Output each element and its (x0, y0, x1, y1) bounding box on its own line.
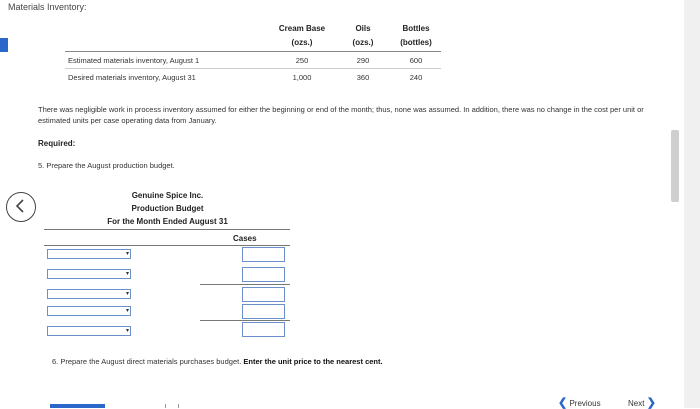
budget-row-1-select[interactable] (47, 249, 131, 259)
next-button[interactable] (628, 396, 656, 409)
question-6-text: 6. Prepare the August direct materials purchases budget. (52, 357, 242, 366)
previous-question-button[interactable] (6, 192, 36, 222)
budget-top-rule (44, 229, 290, 230)
cell-cream-aug1: 250 (295, 56, 309, 65)
previous-button[interactable] (558, 396, 601, 409)
table-row-rule (65, 68, 441, 69)
budget-period: For the Month Ended August 31 (107, 217, 228, 226)
bottom-tick (178, 404, 179, 408)
row-label-desired: Desired materials inventory, August 31 (68, 73, 196, 82)
bottom-tab-strip[interactable] (50, 404, 105, 408)
dropdown-arrow-icon: ▾ (125, 271, 129, 277)
header-cream-base-line2: (ozs.) (291, 38, 313, 47)
budget-row-2-input[interactable] (242, 267, 285, 282)
header-cream-base-line1: Cream Base (278, 24, 326, 33)
budget-row-5-select[interactable] (47, 326, 131, 336)
budget-row-5-input[interactable] (242, 322, 285, 337)
cell-bottles-aug1: 600 (409, 56, 423, 65)
header-oils-line1: Oils (355, 24, 371, 33)
header-bottles (392, 24, 440, 47)
budget-row-3-input[interactable] (242, 287, 285, 302)
budget-title: Production Budget (131, 204, 204, 213)
budget-header-rule (44, 245, 290, 246)
table-header-rule (65, 51, 441, 52)
scrollbar-thumb[interactable] (671, 130, 679, 202)
scrollbar-track[interactable] (684, 0, 700, 408)
cell-oils-aug1: 290 (356, 56, 370, 65)
cell-cream-aug31: 1,000 (292, 73, 312, 82)
budget-row-4-select[interactable] (47, 306, 131, 316)
cases-header: Cases (233, 234, 257, 243)
budget-row-1-input[interactable] (242, 247, 285, 262)
header-oils-line2: (ozs.) (352, 38, 374, 47)
previous-label: Previous (569, 399, 601, 408)
budget-subtotal-rule (200, 284, 290, 285)
question-6 (52, 357, 383, 366)
side-accent-bar (0, 38, 8, 52)
budget-row-4-input[interactable] (242, 304, 285, 319)
header-oils (343, 24, 383, 47)
required-label: Required: (38, 139, 76, 148)
cell-oils-aug31: 360 (356, 73, 370, 82)
dropdown-arrow-icon: ▾ (125, 328, 129, 334)
chevron-left-icon: ❮ (558, 397, 568, 409)
header-cream-base (274, 24, 330, 47)
dropdown-arrow-icon: ▾ (125, 308, 129, 314)
header-bottles-line2: (bottles) (400, 38, 432, 47)
row-label-estimated: Estimated materials inventory, August 1 (68, 56, 200, 65)
cell-bottles-aug31: 240 (409, 73, 423, 82)
question-5: 5. Prepare the August production budget. (38, 161, 175, 170)
section-label: Materials Inventory: (8, 2, 87, 12)
dropdown-arrow-icon: ▾ (125, 251, 129, 257)
dropdown-arrow-icon: ▾ (125, 291, 129, 297)
budget-row-2-select[interactable] (47, 269, 131, 279)
budget-row-3-select[interactable] (47, 289, 131, 299)
header-bottles-line1: Bottles (402, 24, 430, 33)
note-paragraph: There was negligible work in process inventory assumed for either the beginning or end of the month; thus, none was assumed. In addition, there was no change in the cost per unit or estimated units per case operating data from January. (38, 105, 644, 125)
budget-total-rule (200, 320, 290, 321)
next-label: Next (628, 399, 645, 408)
budget-company: Genuine Spice Inc. (131, 191, 204, 200)
question-6-bold: Enter the unit price to the nearest cent. (243, 357, 383, 366)
chevron-left-icon (15, 199, 25, 213)
chevron-right-icon: ❯ (646, 397, 656, 409)
bottom-tick (165, 404, 166, 408)
